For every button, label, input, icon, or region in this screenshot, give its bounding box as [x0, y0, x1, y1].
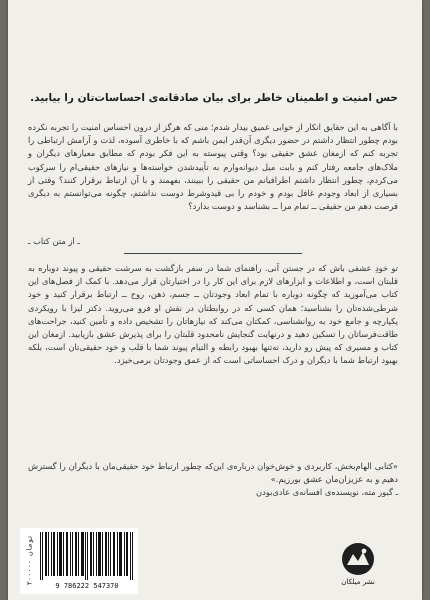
divider-line — [124, 253, 302, 254]
endorsement-author — [28, 486, 398, 499]
isbn-barcode — [20, 528, 138, 594]
publisher-logo-icon — [341, 542, 375, 576]
price-text: ۲۰۰۰۰۰ تومان — [25, 534, 33, 586]
intro-paragraph — [28, 121, 398, 213]
publisher-logo — [340, 542, 376, 588]
endorsement-text: «کتابی الهام‌بخش، کاربردی و خوش‌خوان درباره‌ی این‌که چطور ارتباط خود حقیقی‌مان با دیگران را گسترش دهیم و به عزیزان‌مان عشق بورزیم.» — [28, 461, 398, 485]
endorsement-quote — [28, 460, 398, 486]
endorsement-author-text: ـ گبور مته، نویسنده‌ی افسانه‌ی عادی‌بودن — [256, 487, 398, 497]
intro-text: با آگاهی به این حقایق انکار از خوابی عمیق بیدار شدم؛ منی که هرگز از درون احساس امنیت را تجربه نکرده بودم چطور انتظار داشتم در حضور دیگری آن‌قدر ایمن باشم که با خاطری آسوده، لذت و آرامش ارتباطی را تجربه کنم که ازمغان عشق حقیقی بود؟ وقتی پیوسته به این فکر بودم که مطابق معیارهای دیگران و ملاک‌های جامعه رفتار کنم و بابت میل دیوانه‌وارم به تأییدشدن خواسته‌ها و نیازهای حقیقی‌ام را سرکوب می‌کردم، چطور انتظار داشتم اطرافیانم من حقیقی را ببینند، بفهمند و با آن ارتباط برقرار کنند؟ وقتی از بسیاری از ابعاد وجودم غافل بودم و خودم را بی قیدوشرط دوست نداشتم، چگونه می‌توانستم به دیگری فرصت دهم من حقیقی ــ تمام مرا ــ بشناسد و دوست بدارد؟ — [28, 122, 398, 212]
description-paragraph — [28, 262, 398, 368]
tagline: حس امنیت و اطمینان خاطر برای بیان صادقانه‌ی احساسات‌تان را بیابید. — [30, 92, 398, 104]
description-text: تو خودِ عشقی باش که در جستن آنی. راهنمای شما در سفر بازگشت به سرشت حقیقی و پیوند دوباره به قلبتان است، و اطلاعات و ابزارهای لازم برای این کار را در اختیارتان قرار می‌دهد. با کمک از فصل‌های این کتاب می‌آموزید که چگونه دوباره با تمام ابعاد وجودتان ــ جسم، ذهن، روح ــ ارتباط برقرار کنید و خود شرطی‌شده‌تان را بشناسید؛ همان کسی که در روابطتان در نقش او فرو می‌روید. دکتر لیزا با رویکردی یکپارچه و جامع خود به روانشناسی، کمکتان می‌کند که نیازهاتان را تشخیص داده و تأمین کنید، جراحت‌های طاقت‌فرساتان را تسکین دهید و درنهایت گنجایش نامحدود قلبتان را برای پذیرش عشق بازیابید. ازمغان این کتاب و مسیری که پیش رو دارید، نه‌تنها بهبود رابطه و التیام پیوند شما با قلب و خود حقیقی‌تان است، بلکه بهبود ارتباط شما با دیگران و درک احساساتی است که از عمق وجودتان برمی‌خیزد. — [28, 263, 398, 366]
book-back-cover — [8, 0, 422, 600]
cover-text-area — [28, 0, 398, 600]
barcode-bars — [40, 532, 134, 580]
isbn-number: 9 786222 547370 — [55, 582, 119, 590]
price-label — [22, 531, 36, 589]
source-attribution: ـ از متن کتاب ـ — [28, 236, 80, 246]
publisher-name: نشر میلکان — [341, 578, 375, 586]
